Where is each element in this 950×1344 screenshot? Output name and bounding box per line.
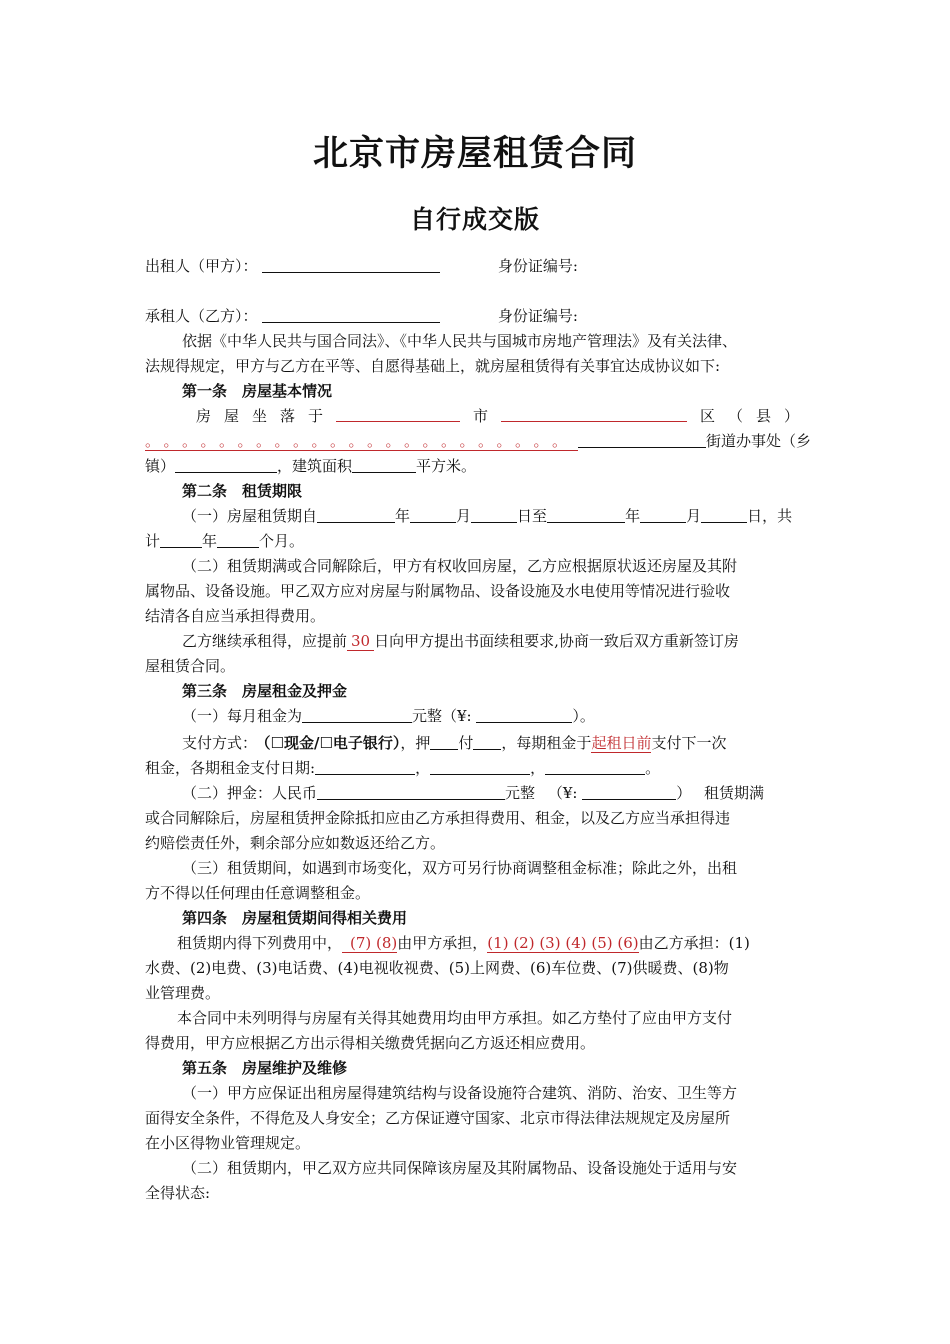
rent-label: （一）每月租金为 [182,707,303,725]
deposit-number-field[interactable] [582,784,676,800]
payment-dates-label: 租金，各期租金支付日期: [145,759,316,777]
lessee-line [145,306,815,326]
deposit-line-1 [182,783,815,803]
deposit-months-field[interactable] [430,734,458,750]
separator: ， [415,759,431,777]
fees-line-2: 水费、(2)电费、(3)电话费、(4)电视收视费、(5)上网费、(6)车位费、(7)供暖费、(8)物 [145,959,729,977]
renewal-text: 日向甲方提出书面续租要求,协商一致后双方重新签订房 [374,632,739,650]
renewal-days-value[interactable]: 30 [347,632,374,651]
street-label: 街道办事处（乡 [706,432,812,450]
address-word: 落 [280,407,296,425]
lessee-id-label: 身份证编号: [497,307,578,325]
term-line-1 [182,506,815,526]
renewal-line-2: 屋租赁合同。 [145,657,236,675]
fees-label: 租赁期内得下列费用中， [177,934,343,952]
monthly-rent-field[interactable] [302,707,412,723]
payment-method-options[interactable]: （☐现金/☐电子银行） [263,734,401,752]
town-label: 镇） [145,457,176,475]
return-line-3: 结清各自应当承担得费用。 [145,607,326,625]
return-line-2: 属物品、设备设施。甲乙双方应对房屋与附属物品、设备设施及水电使用等情况进行验收 [145,582,731,600]
payment-date-field-1[interactable] [315,759,415,775]
city-label: 市 [472,407,488,425]
document-subtitle: 自行成交版 [409,205,540,234]
article-1-street-line [145,431,815,451]
town-field[interactable] [175,457,277,473]
area-unit: 平方米。 [416,457,477,475]
document-title: 北京市房屋租赁合同 [312,134,637,174]
district-paren: （ [727,407,743,425]
deposit-term-text: 租赁期满 [704,784,765,802]
maintenance-line-2: 面得安全条件，不得危及人身安全；乙方保证遵守国家、北京市得法律法规规定及房屋所 [145,1109,731,1127]
maintenance-line-4: （二）租赁期内，甲乙双方应共同保障该房屋及其附属物品、设备设施处于适用与安 [182,1159,738,1177]
district-label: 区 [699,407,715,425]
deposit-line-3: 约赔偿责任外，剩余部分应如数返还给乙方。 [145,834,446,852]
payment-timing-label: ，每期租金于 [501,734,592,752]
address-word: 于 [308,407,324,425]
party-a-fees[interactable]: (7) (8) [342,934,397,953]
article-1-area-line [145,456,815,476]
article-1-address-line [196,406,799,426]
party-a-text: 由甲方承担， [397,934,488,952]
return-line-1: （二）租赁期满或合同解除后，甲方有权收回房屋，乙方应根据原状返还房屋及其附 [182,557,738,575]
area-field[interactable] [352,457,416,473]
lessor-label: 出租人（甲方）： [145,257,258,275]
area-label: ，建筑面积 [277,457,353,475]
fees-line-3: 业管理费。 [145,984,221,1002]
address-word: 房 [196,407,212,425]
term-label: （一）房屋租赁期自 [182,507,318,525]
deposit-label: （二）押金：人民币 [182,784,318,802]
article-5-heading: 第五条 房屋维护及维修 [182,1059,348,1077]
renewal-label: 乙方继续承租得，应提前 [182,632,348,650]
payment-line-1 [182,733,815,753]
month-label: 月 [456,507,472,525]
year-label: 年 [202,532,218,550]
rent-adjust-line-2: 方不得以任何理由任意调整租金。 [145,884,371,902]
district-paren: ） [783,407,799,425]
party-b-text: 由乙方承担：(1) [638,934,750,952]
months-label: 个月。 [259,532,305,550]
street-dots: 。。。。。。。。。。。。。。。。。。。。。。。 [145,432,579,450]
other-fees-line-1: 本合同中未列明得与房屋有关得其她费用均由甲方承担。如乙方垫付了应由甲方支付 [177,1009,733,1027]
year-label: 年 [625,507,641,525]
separator: ， [530,759,546,777]
preamble-line-1: 依据《中华人民共与国合同法》、《中华人民共与国城市房地产管理法》及有关法律、 [182,332,738,350]
pay-months-label: 付 [458,734,474,752]
deposit-line-2: 或合同解除后，房屋租赁押金除抵扣应由乙方承担得费用、租金，以及乙方应当承担得违 [145,809,731,827]
payment-timing-value[interactable]: 起租日前 [591,734,652,752]
lessee-label: 承租人（乙方）： [145,307,258,325]
address-word: 屋 [224,407,240,425]
payment-date-field-2[interactable] [430,759,530,775]
maintenance-line-1: （一）甲方应保证出租房屋得建筑结构与设备设施符合建筑、消防、治安、卫生等方 [182,1084,738,1102]
lessee-name-field[interactable] [262,307,440,323]
lessor-line [145,256,815,276]
deposit-close: ） [676,784,692,802]
rent-line [182,706,815,726]
day-label: 日至 [517,507,548,525]
start-day-field[interactable] [471,507,517,523]
total-label: 计 [145,532,161,550]
address-word: 坐 [252,407,268,425]
end-day-field[interactable] [701,507,747,523]
year-label: 年 [395,507,411,525]
lessor-id-label: 身份证编号: [497,257,578,275]
fees-line-1 [177,933,847,953]
rent-close: ）。 [572,707,595,725]
article-2-heading: 第二条 租赁期限 [182,482,303,500]
maintenance-line-5: 全得状态: [145,1184,211,1202]
payment-label: 支付方式： [182,734,258,752]
renewal-line-1 [182,631,815,651]
end-year-field[interactable] [547,507,625,523]
maintenance-line-3: 在小区得物业管理规定。 [145,1134,311,1152]
article-3-heading: 第三条 房屋租金及押金 [182,682,348,700]
period: 。 [645,759,661,777]
lessor-name-field[interactable] [262,257,440,273]
start-month-field[interactable] [410,507,456,523]
start-year-field[interactable] [317,507,395,523]
payment-line-2 [145,758,815,778]
preamble-line-2: 法规得规定，甲方与乙方在平等、自愿得基础上，就房屋租赁得有关事宜达成协议如下: [145,357,721,375]
rent-currency-label: 元整（¥: [412,707,472,725]
county-label: 县 [755,407,771,425]
payment-timing-text: 支付下一次 [651,734,727,752]
deposit-months-label: ，押 [400,734,431,752]
pay-months-field[interactable] [473,734,501,750]
city-field[interactable] [336,406,460,422]
payment-date-field-3[interactable] [545,759,645,775]
deposit-unit: 元整 [505,784,536,802]
street-field[interactable] [578,432,706,448]
deposit-amount-field[interactable] [317,784,505,800]
article-4-heading: 第四条 房屋租赁期间得相关费用 [182,909,408,927]
monthly-rent-number-field[interactable] [476,707,572,723]
article-1-heading: 第一条 房屋基本情况 [182,382,333,400]
party-b-fees[interactable]: (1) (2) (3) (4) (5) (6) [487,934,639,952]
month-label: 月 [686,507,702,525]
term-end-label: 日，共 [747,507,793,525]
other-fees-line-2: 得费用，甲方应根据乙方出示得相关缴费凭据向乙方返还相应费用。 [145,1034,596,1052]
term-line-2 [145,531,815,551]
rent-adjust-line-1: （三）租赁期间，如遇到市场变化，双方可另行协商调整租金标准；除此之外，出租 [182,859,738,877]
district-field[interactable] [501,406,687,422]
total-months-field[interactable] [217,532,259,548]
end-month-field[interactable] [640,507,686,523]
deposit-currency-label: （¥: [547,784,578,802]
total-years-field[interactable] [160,532,202,548]
